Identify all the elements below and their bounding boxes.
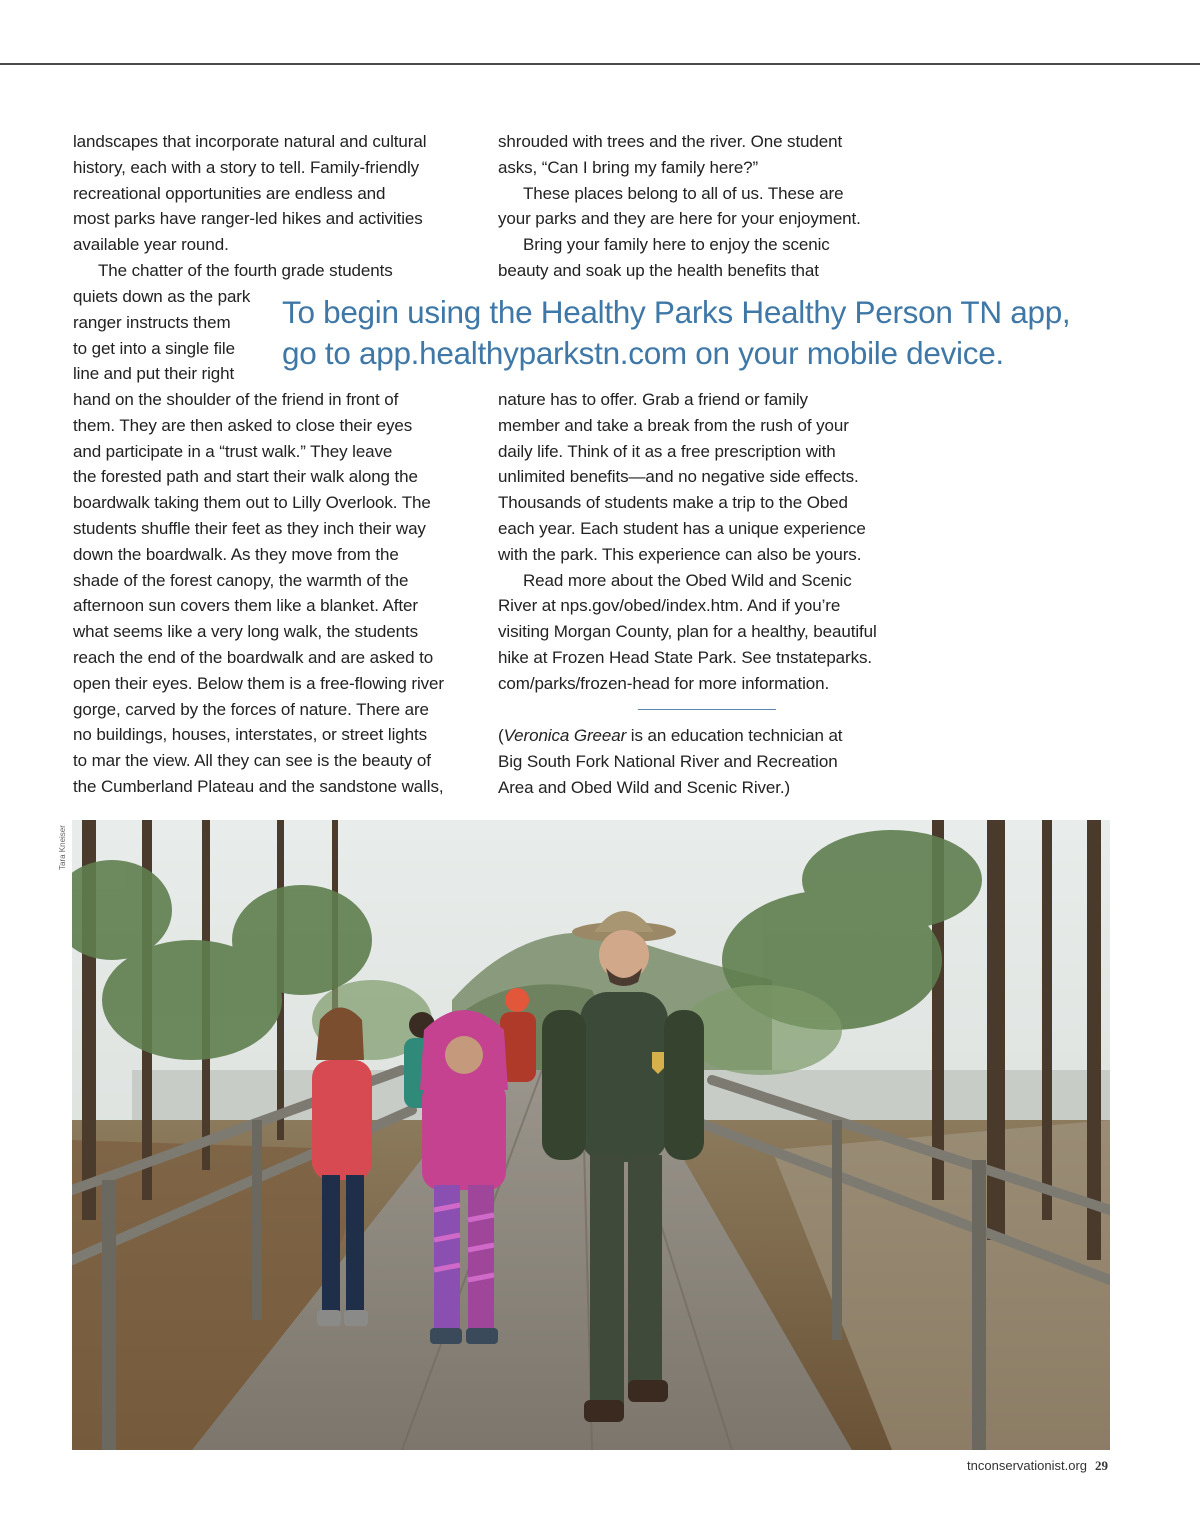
author-name: Veronica Greear <box>503 726 627 745</box>
text-line: River at nps.gov/obed/index.htm. And if you’re <box>498 596 841 616</box>
text-line: boardwalk taking them out to Lilly Overlook. The <box>73 493 431 513</box>
text-line: daily life. Think of it as a free prescription with <box>498 441 836 461</box>
text-line: These places belong to all of us. These are <box>523 183 844 203</box>
text-line: com/parks/frozen-head for more information. <box>498 673 830 693</box>
bio-line-1-rest: is an education technician at <box>626 726 843 745</box>
text-line: to mar the view. All they can see is the beauty of <box>73 751 431 771</box>
bio-line-1 <box>498 723 918 749</box>
bio-open-paren: ( <box>498 726 504 745</box>
text-line: recreational opportunities are endless and <box>73 183 386 203</box>
callout-line-1: To begin using the Healthy Parks Healthy Person TN app, <box>282 294 1071 330</box>
boardwalk-photo <box>72 820 1110 1450</box>
bio-line-3: Area and Obed Wild and Scenic River.) <box>498 777 791 797</box>
app-callout <box>282 292 1182 374</box>
page-number: 29 <box>1095 1458 1108 1473</box>
page-footer <box>967 1458 1108 1474</box>
text-line: reach the end of the boardwalk and are asked to <box>73 647 434 667</box>
callout-line-2: go to app.healthyparkstn.com on your mobile device. <box>282 335 1004 371</box>
text-line: students shuffle their feet as they inch their way <box>73 518 426 538</box>
text-line: Read more about the Obed Wild and Scenic <box>523 570 852 590</box>
text-line: unlimited benefits—and no negative side effects. <box>498 467 859 487</box>
text-line: to get into a single file <box>73 338 235 358</box>
text-line: and participate in a “trust walk.” They leave <box>73 441 393 461</box>
text-line: visiting Morgan County, plan for a healthy, beautiful <box>498 622 877 642</box>
text-line: shrouded with trees and the river. One student <box>498 132 843 151</box>
text-line: Thousands of students make a trip to the Obed <box>498 493 848 513</box>
right-column-top <box>498 129 918 284</box>
left-column-top <box>73 129 483 284</box>
text-line: no buildings, houses, interstates, or street lights <box>73 725 427 745</box>
text-line: The chatter of the fourth grade students <box>98 260 393 280</box>
text-line: ranger instructs them <box>73 312 231 332</box>
text-line: shade of the forest canopy, the warmth of the <box>73 570 409 590</box>
text-line: open their eyes. Below them is a free-flowing river <box>73 673 444 693</box>
text-line: available year round. <box>73 235 229 255</box>
text-line: most parks have ranger-led hikes and activities <box>73 209 423 229</box>
text-line: your parks and they are here for your enjoyment. <box>498 209 861 229</box>
text-line: the forested path and start their walk along the <box>73 467 418 487</box>
text-line: landscapes that incorporate natural and cultural <box>73 132 427 151</box>
text-line: what seems like a very long walk, the students <box>73 622 419 642</box>
photo-credit: Tara Kneiser <box>58 825 67 870</box>
header-rule <box>0 63 1200 65</box>
text-line: down the boardwalk. As they move from the <box>73 544 399 564</box>
left-column-narrow <box>73 284 263 387</box>
bio-line-2: Big South Fork National River and Recreation <box>498 751 838 771</box>
text-line: Bring your family here to enjoy the scenic <box>523 235 830 255</box>
text-line: gorge, carved by the forces of nature. There are <box>73 699 429 719</box>
right-column-bottom <box>498 387 918 697</box>
text-line: asks, “Can I bring my family here?” <box>498 157 759 177</box>
text-line: line and put their right <box>73 364 235 384</box>
text-line: beauty and soak up the health benefits that <box>498 260 819 280</box>
article-end-rule <box>638 709 776 710</box>
text-line: them. They are then asked to close their eyes <box>73 415 413 435</box>
text-line: nature has to offer. Grab a friend or family <box>498 390 808 409</box>
text-line: member and take a break from the rush of your <box>498 415 849 435</box>
left-column-bottom <box>73 387 483 800</box>
text-line: the Cumberland Plateau and the sandstone walls, <box>73 776 444 796</box>
text-line: hand on the shoulder of the friend in front of <box>73 390 399 409</box>
text-line: history, each with a story to tell. Family-friendly <box>73 157 420 177</box>
author-bio <box>498 723 918 800</box>
footer-site: tnconservationist.org <box>967 1458 1087 1473</box>
text-line: quiets down as the park <box>73 287 251 306</box>
text-line: each year. Each student has a unique experience <box>498 518 866 538</box>
text-line: with the park. This experience can also be yours. <box>498 544 862 564</box>
text-line: hike at Frozen Head State Park. See tnstateparks. <box>498 647 873 667</box>
text-line: afternoon sun covers them like a blanket. After <box>73 596 418 616</box>
